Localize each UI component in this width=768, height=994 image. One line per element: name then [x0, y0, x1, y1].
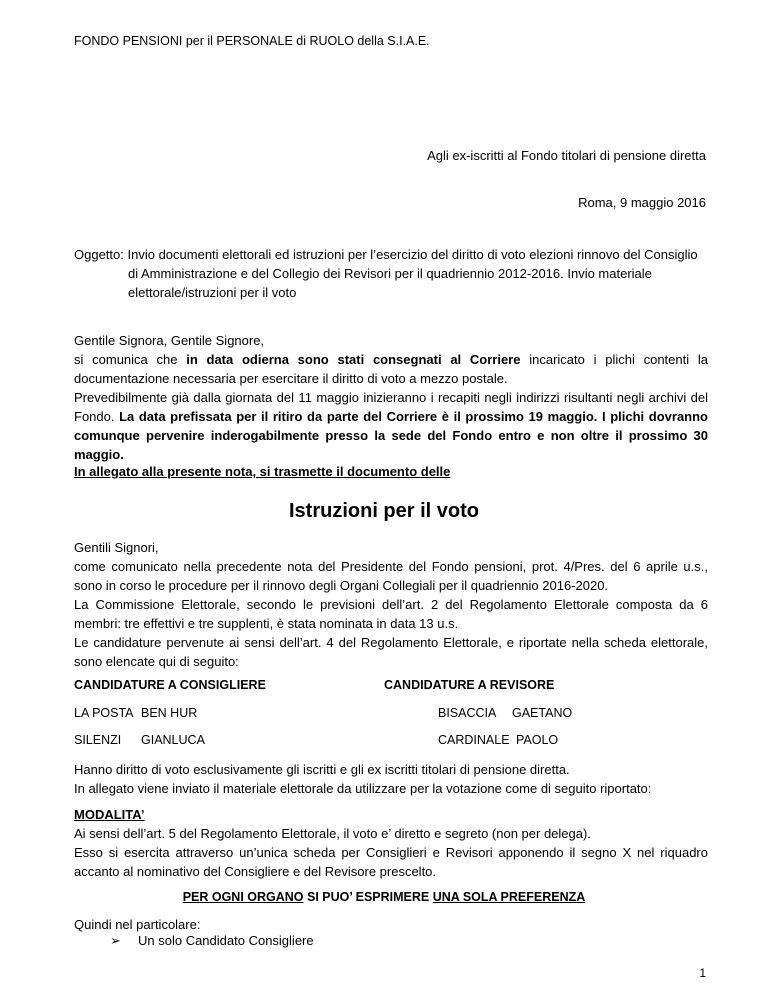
instructions-text: Gentili Signori, come comunicato nella precedente nota del Presidente del Fondo pensioni, prot. 4/Pres. del 6 aprile u.s., sono in corso le procedure per il rinnovo degli Organi Collegiali per il quadriennio 2016-2020. La Commissione Elettorale, secondo le previsioni dell’art. 2 del Regolamento Elettorale composta da 6 membri: tre effettivi e tre supplenti, è stata nominata in data 13 u.s. Le candidature pervenute ai sensi dell’art. 4 del Regolamento Elettorale, e riportate nella scheda elettorale, sono elencate qui di seguito: — [74, 540, 708, 669]
recipient-line: Agli ex-iscritti al Fondo titolari di pensione diretta — [427, 148, 706, 163]
page-header: FONDO PENSIONI per il PERSONALE di RUOLO della S.I.A.E. — [74, 34, 430, 48]
subject-line-3: elettorale/istruzioni per il voto — [128, 285, 297, 300]
one-preference-rule: PER OGNI ORGANO SI PUO’ ESPRIMERE UNA SOLA PREFERENZA — [182, 890, 586, 904]
voting-rights: Hanno diritto di voto esclusivamente gli iscritti e gli ex iscritti titolari di pensione diretta. In allegato viene inviato il materiale elettorale da utilizzare per la votazione come di seguito riportato: — [74, 762, 652, 796]
revisori-header: CANDIDATURE A REVISORE — [384, 678, 555, 692]
auditor-surname: CARDINALE — [438, 733, 510, 747]
attachment-note: In allegato alla presente nota, si trasmette il documento delle — [74, 464, 451, 479]
candidate-name: BEN HUR — [141, 706, 198, 720]
candidate-surname: SILENZI — [74, 733, 122, 747]
auditor-name: PAOLO — [516, 733, 559, 747]
subject-line-2: di Amministrazione e del Collegio dei Revisori per il quadriennio 2012-2016. Invio materiale — [128, 266, 652, 281]
date-line: Roma, 9 maggio 2016 — [578, 195, 706, 210]
paragraph-recapiti: Prevedibilmente già dalla giornata del 11 maggio inizieranno i recapiti negli indirizzi risultanti negli archivi del Fondo. La data prefissata per il ritiro da parte del Corriere è il prossimo 19 maggio. I plichi dovranno comunque pervenire inderogabilmente presso la sede del Fondo entro e non oltre il prossimo 30 maggio. — [74, 390, 708, 462]
modalita-section: MODALITA’ Ai sensi dell’art. 5 del Regolamento Elettorale, il voto e’ diretto e segreto (non per delega). Esso si esercita attraverso un’unica scheda per Consiglieri e Revisori apponendo il segno X nel riquadro accanto al nominativo del Consigliere e del Revisore prescelto. — [74, 807, 708, 879]
arrow-bullet-icon: ➢ — [110, 933, 121, 948]
instructions-title: Istruzioni per il voto — [288, 500, 479, 522]
auditor-surname: BISACCIA — [438, 706, 497, 720]
page-number: 1 — [699, 966, 706, 980]
subject-block — [74, 245, 708, 302]
paragraph-consegna: si comunica che in data odierna sono stati consegnati al Corriere incaricato i plichi contenti la documentazione necessaria per esercitare il diritto di voto a mezzo postale. — [74, 352, 708, 386]
candidate-surname: LA POSTA — [74, 706, 134, 720]
bullet-item: ➢ Un solo Candidato Consigliere — [110, 933, 314, 948]
auditor-name: GAETANO — [512, 706, 573, 720]
consiglieri-header: CANDIDATURE A CONSIGLIERE — [74, 678, 266, 692]
greeting: Gentile Signora, Gentile Signore, — [74, 333, 265, 348]
subject-line-1: Invio documenti elettorali ed istruzioni per l’esercizio del diritto di voto elezioni rinnovo del Consiglio — [127, 247, 698, 262]
particulars-intro: Quindi nel particolare: — [74, 917, 201, 932]
subject-label: Oggetto: — [74, 247, 124, 262]
candidate-name: GIANLUCA — [141, 733, 205, 747]
